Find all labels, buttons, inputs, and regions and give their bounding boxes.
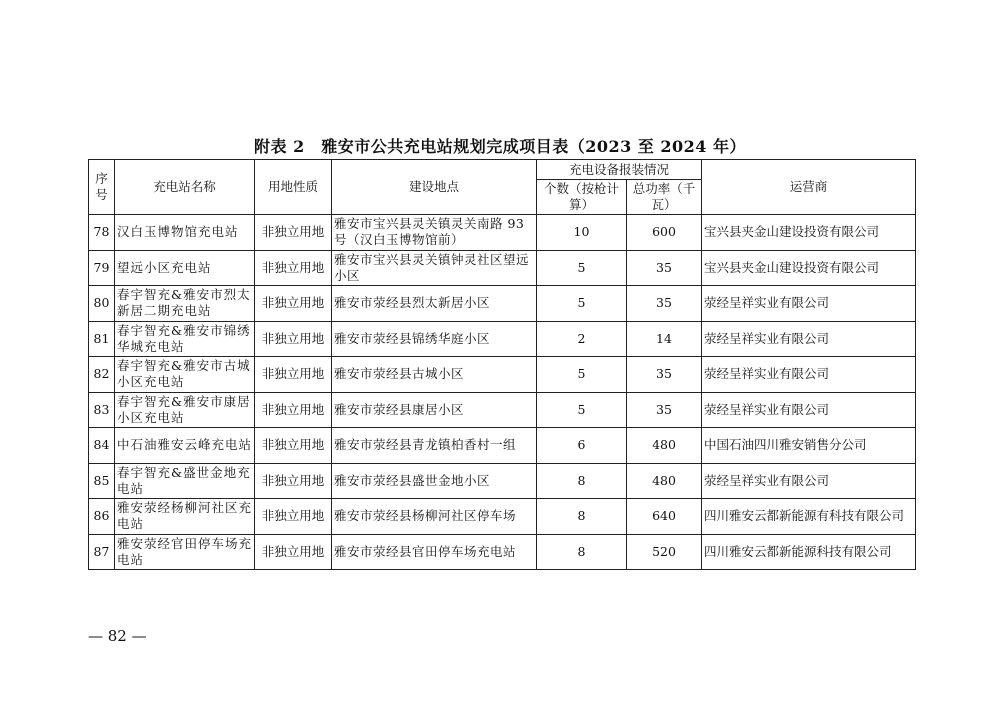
cell-station-name: 春宇智充&雅安市锦绣华城充电站 [115,321,255,357]
cell-land-type: 非独立用地 [255,215,332,251]
cell-operator: 宝兴县夹金山建设投资有限公司 [702,215,916,251]
cell-operator: 四川雅安云都新能源科技有限公司 [702,534,916,570]
cell-operator: 中国石油四川雅安销售分公司 [702,428,916,464]
cell-count: 5 [537,250,627,286]
cell-power: 35 [627,250,702,286]
cell-operator: 荥经呈祥实业有限公司 [702,357,916,393]
table-row [89,392,916,428]
cell-count: 2 [537,321,627,357]
header-power: 总功率（千瓦） [627,180,702,215]
cell-operator: 宝兴县夹金山建设投资有限公司 [702,250,916,286]
cell-land-type: 非独立用地 [255,499,332,535]
cell-operator: 荥经呈祥实业有限公司 [702,321,916,357]
table-row [89,215,916,251]
cell-seq: 82 [89,357,115,393]
cell-location: 雅安市宝兴县灵关镇灵关南路 93 号（汉白玉博物馆前） [332,215,537,251]
cell-count: 5 [537,392,627,428]
cell-seq: 81 [89,321,115,357]
cell-station-name: 春宇智充&雅安市烈太新居二期充电站 [115,286,255,322]
cell-operator: 四川雅安云都新能源有科技有限公司 [702,499,916,535]
cell-count: 5 [537,357,627,393]
cell-land-type: 非独立用地 [255,392,332,428]
cell-station-name: 汉白玉博物馆充电站 [115,215,255,251]
cell-count: 10 [537,215,627,251]
cell-location: 雅安市荥经县杨柳河社区停车场 [332,499,537,535]
cell-land-type: 非独立用地 [255,250,332,286]
cell-location: 雅安市荥经县烈太新居小区 [332,286,537,322]
cell-power: 600 [627,215,702,251]
table-row [89,286,916,322]
table-row [89,534,916,570]
cell-location: 雅安市荥经县盛世金地小区 [332,463,537,499]
cell-power: 14 [627,321,702,357]
header-operator: 运营商 [702,160,916,215]
cell-land-type: 非独立用地 [255,534,332,570]
cell-power: 35 [627,286,702,322]
cell-operator: 荥经呈祥实业有限公司 [702,286,916,322]
table-row [89,250,916,286]
cell-land-type: 非独立用地 [255,463,332,499]
cell-count: 6 [537,428,627,464]
cell-seq: 80 [89,286,115,322]
project-table [88,159,916,570]
cell-location: 雅安市荥经县古城小区 [332,357,537,393]
cell-station-name: 望远小区充电站 [115,250,255,286]
table-row [89,463,916,499]
cell-land-type: 非独立用地 [255,357,332,393]
cell-station-name: 中石油雅安云峰充电站 [115,428,255,464]
cell-power: 640 [627,499,702,535]
cell-station-name: 雅安荥经官田停车场充电站 [115,534,255,570]
cell-location: 雅安市荥经县锦绣华庭小区 [332,321,537,357]
page-number: — 82 — [88,627,147,645]
cell-land-type: 非独立用地 [255,286,332,322]
cell-power: 35 [627,357,702,393]
cell-location: 雅安市荥经县青龙镇柏香村一组 [332,428,537,464]
table-row [89,428,916,464]
cell-seq: 87 [89,534,115,570]
table-body [89,215,916,570]
cell-seq: 78 [89,215,115,251]
cell-land-type: 非独立用地 [255,428,332,464]
cell-location: 雅安市荥经县康居小区 [332,392,537,428]
table-row [89,357,916,393]
table-row [89,499,916,535]
header-count: 个数（按枪计算） [537,180,627,215]
cell-count: 8 [537,534,627,570]
cell-station-name: 春宇智充&盛世金地充电站 [115,463,255,499]
cell-operator: 荥经呈祥实业有限公司 [702,463,916,499]
cell-location: 雅安市荥经县官田停车场充电站 [332,534,537,570]
cell-station-name: 雅安荥经杨柳河社区充电站 [115,499,255,535]
cell-count: 5 [537,286,627,322]
header-seq: 序号 [89,160,115,215]
header-location: 建设地点 [332,160,537,215]
cell-location: 雅安市宝兴县灵关镇钟灵社区望远小区 [332,250,537,286]
header-name: 充电站名称 [115,160,255,215]
header-land: 用地性质 [255,160,332,215]
cell-count: 8 [537,463,627,499]
cell-power: 480 [627,428,702,464]
cell-seq: 83 [89,392,115,428]
cell-count: 8 [537,499,627,535]
header-equipment-group: 充电设备报装情况 [537,160,702,180]
cell-seq: 79 [89,250,115,286]
cell-operator: 荥经呈祥实业有限公司 [702,392,916,428]
cell-seq: 86 [89,499,115,535]
cell-land-type: 非独立用地 [255,321,332,357]
cell-station-name: 春宇智充&雅安市古城小区充电站 [115,357,255,393]
table-row [89,321,916,357]
table-title: 附表 2 雅安市公共充电站规划完成项目表（2023 至 2024 年） [254,137,746,156]
cell-power: 35 [627,392,702,428]
cell-seq: 85 [89,463,115,499]
cell-seq: 84 [89,428,115,464]
cell-station-name: 春宇智充&雅安市康居小区充电站 [115,392,255,428]
cell-power: 520 [627,534,702,570]
cell-power: 480 [627,463,702,499]
